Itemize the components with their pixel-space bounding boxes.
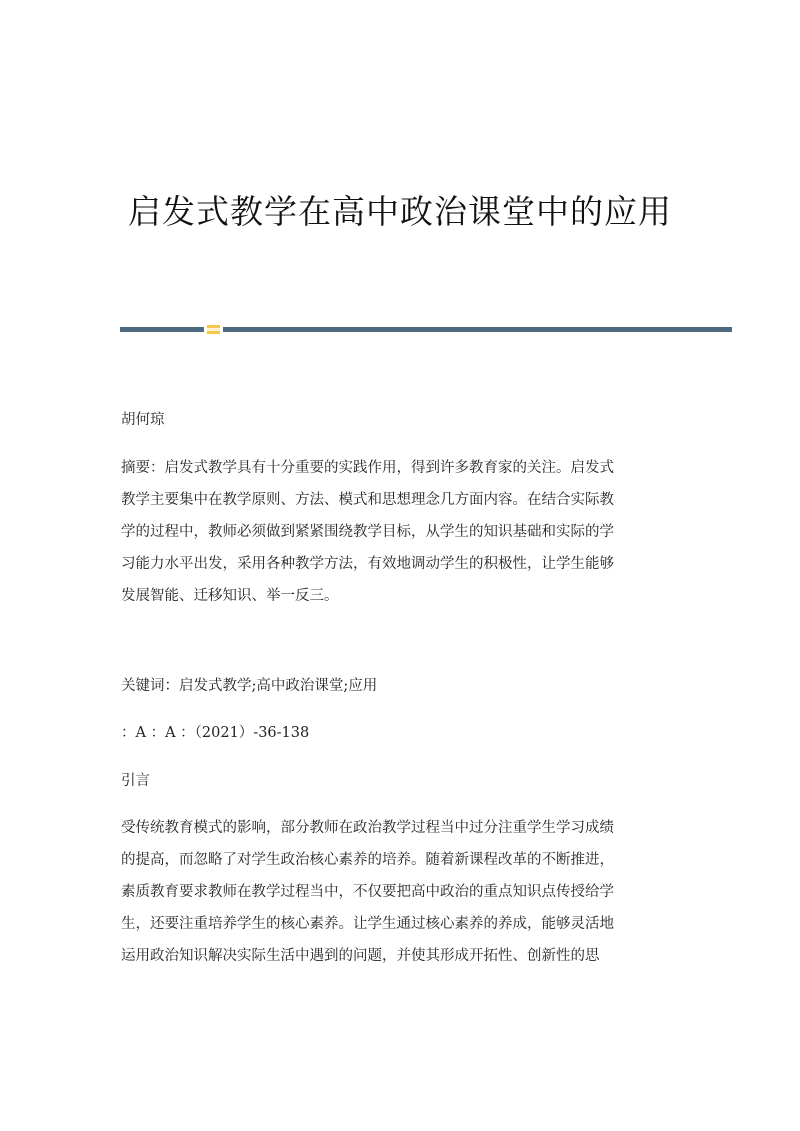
- abstract-line: 教学主要集中在教学原则、方法、模式和思想理念几方面内容。在结合实际教: [121, 492, 614, 508]
- abstract-line: 学的过程中，教师必须做到紧紧围绕教学目标，从学生的知识基础和实际的学: [121, 524, 614, 540]
- abstract: [121, 452, 681, 612]
- body-paragraph: [121, 812, 681, 972]
- classification-line: ：A ：A ：（2021）-36-138: [121, 725, 310, 741]
- abstract-line: 摘要：启发式教学具有十分重要的实践作用，得到许多教育家的关注。启发式: [121, 460, 614, 476]
- divider-bar-right: [223, 327, 732, 332]
- divider-bar-left: [120, 327, 204, 332]
- section-heading-intro: 引言: [121, 773, 150, 789]
- abstract-line: 习能力水平出发，采用各种教学方法，有效地调动学生的积极性，让学生能够: [121, 556, 614, 572]
- document-title: 启发式教学在高中政治课堂中的应用: [128, 192, 672, 231]
- title-divider: [120, 325, 732, 334]
- author-name: 胡何琼: [121, 412, 165, 428]
- body-line: 的提高，而忽略了对学生政治核心素养的培养。随着新课程改革的不断推进，: [121, 852, 614, 868]
- body-line: 受传统教育模式的影响，部分教师在政治教学过程当中过分注重学生学习成绩: [121, 820, 614, 836]
- keywords: 关键词：启发式教学;高中政治课堂;应用: [121, 678, 378, 694]
- divider-emblem-icon: [207, 325, 220, 334]
- body-line: 运用政治知识解决实际生活中遇到的问题，并使其形成开拓性、创新性的思: [121, 948, 600, 964]
- abstract-line: 发展智能、迁移知识、举一反三。: [121, 588, 339, 604]
- body-line: 素质教育要求教师在教学过程当中，不仅要把高中政治的重点知识点传授给学: [121, 884, 614, 900]
- body-line: 生，还要注重培养学生的核心素养。让学生通过核心素养的养成，能够灵活地: [121, 916, 614, 932]
